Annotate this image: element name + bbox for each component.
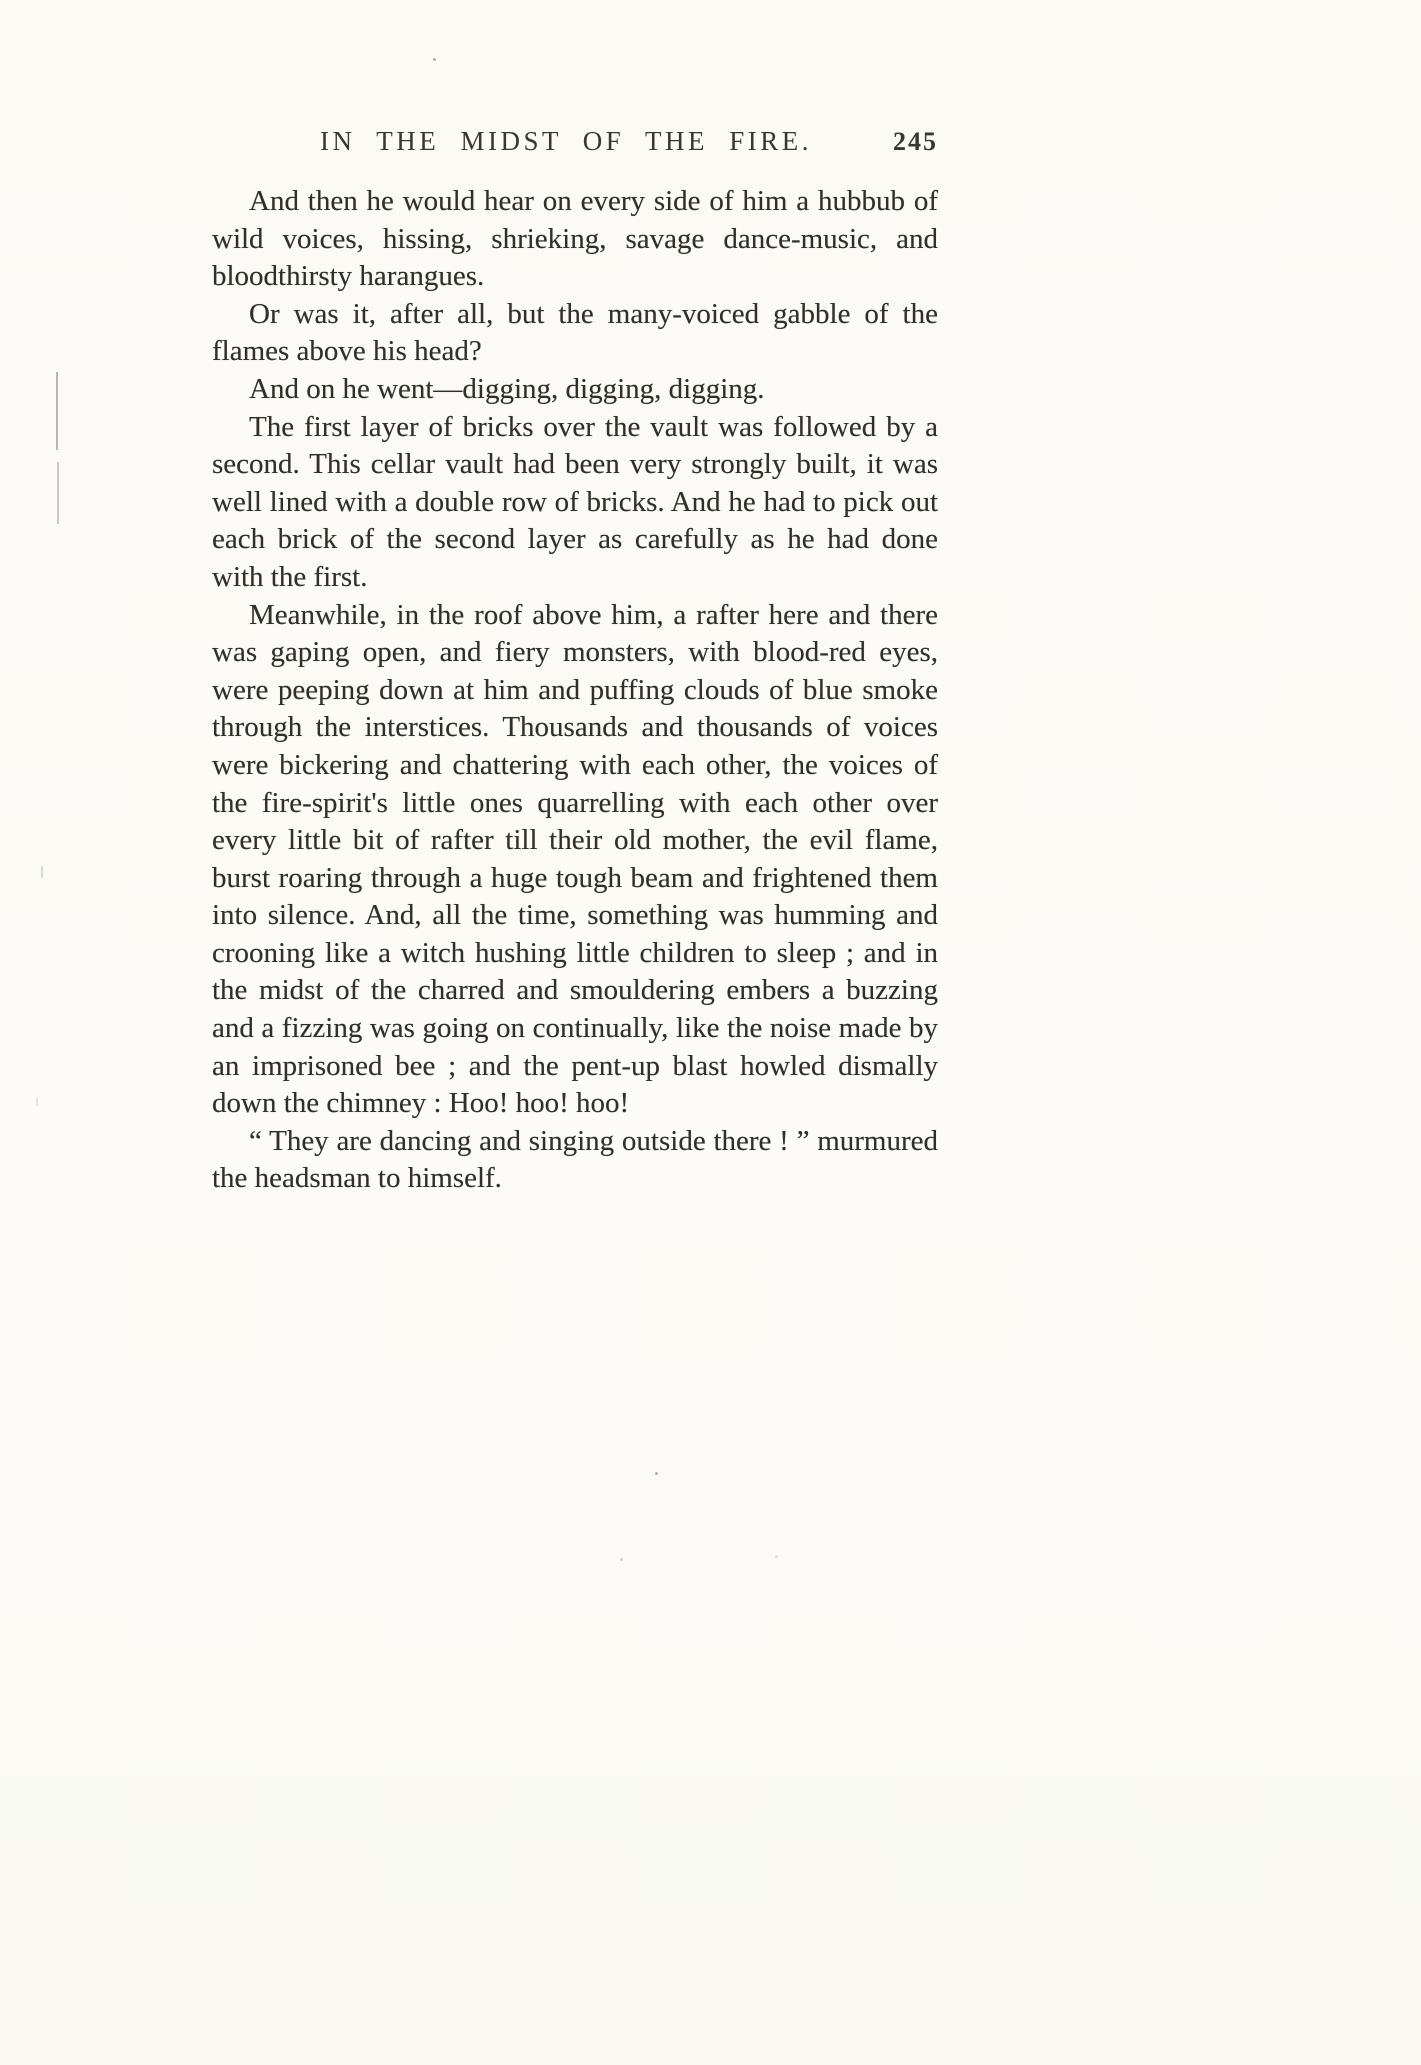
paragraph-3: And on he went—digging, digging, digging. [249, 372, 765, 405]
paragraph-4: The first layer of bricks over the vault was followed by a second. This cellar vault had been very strongly built, it was well lined with a double row of bricks. And he had to pick out each brick of the second layer as carefully as he had done with the first. [212, 410, 938, 593]
text-column [212, 126, 938, 1198]
paragraph-6: “ They are dancing and singing outside there ! ” murmured the headsman to himself. [212, 1124, 938, 1195]
page-header [212, 126, 938, 157]
scan-speck [655, 1472, 658, 1475]
scan-speck [433, 58, 436, 61]
paragraph-1: And then he would hear on every side of him a hubbub of wild voices, hissing, shrieking, savage dance-music, and bloodthirsty harangues. [212, 185, 938, 293]
scan-artifact [36, 1098, 38, 1106]
page-body [212, 183, 938, 1198]
page-number: 245 [893, 127, 938, 156]
running-title: IN THE MIDST OF THE FIRE. [319, 126, 813, 156]
scan-artifact [57, 462, 59, 524]
scan-speck [775, 1555, 778, 1558]
scan-artifact [41, 866, 43, 878]
paragraph-2: Or was it, after all, but the many-voiced gabble of the flames above his head? [212, 297, 938, 368]
scan-speck [620, 1558, 623, 1561]
scan-artifact [56, 372, 58, 450]
paragraph-5: Meanwhile, in the roof above him, a rafter here and there was gaping open, and fiery monsters, with blood-red eyes, were peeping down at him and puffing clouds of blue smoke through the interstices. Thousands and thousands of voices were bickering and chattering with each other, the voices of the fire-spirit's little ones quarrelling with each other over every little bit of rafter till their old mother, the evil flame, burst roaring through a huge tough beam and frightened them into silence. And, all the time, something was humming and crooning like a witch hushing little children to sleep ; and in the midst of the charred and smouldering embers a buzzing and a fizzing was going on continually, like the noise made by an imprisoned bee ; and the pent-up blast howled dismally down the chimney : Hoo! hoo! hoo! [212, 598, 938, 1120]
